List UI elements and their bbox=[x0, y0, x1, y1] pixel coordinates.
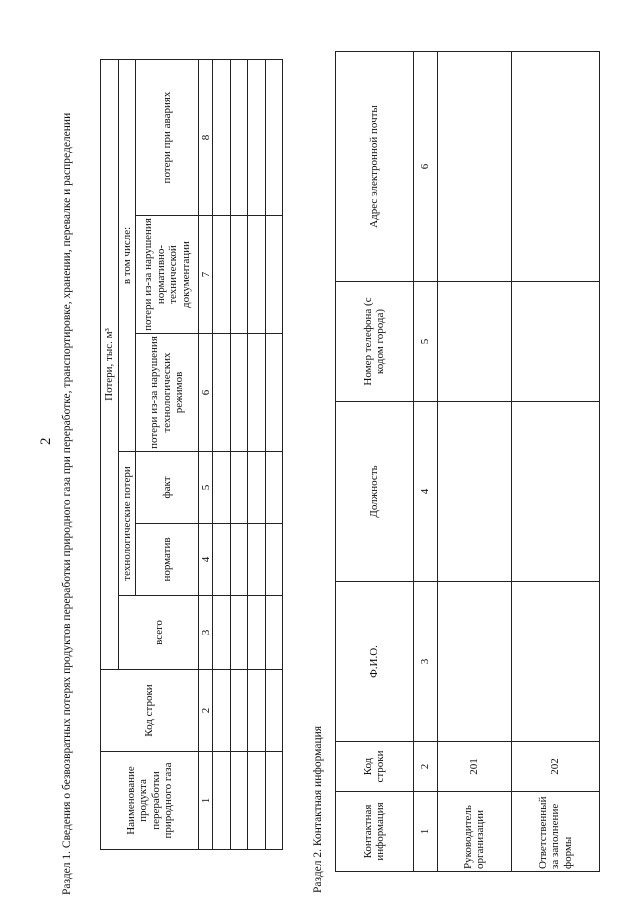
email-cell[interactable] bbox=[511, 52, 599, 282]
table-row bbox=[230, 60, 247, 850]
cell[interactable] bbox=[265, 670, 283, 752]
row-label: Ответственный за заполнение формы bbox=[511, 792, 599, 872]
col-number: 2 bbox=[199, 670, 213, 752]
col-number: 3 bbox=[413, 582, 437, 742]
cell[interactable] bbox=[248, 596, 265, 670]
header-tech: технологические потери bbox=[119, 452, 135, 596]
section2-title: Раздел 2. Контактная информация bbox=[312, 725, 324, 893]
cell[interactable] bbox=[265, 334, 283, 452]
col-number: 6 bbox=[413, 52, 437, 282]
email-cell[interactable] bbox=[437, 52, 511, 282]
contact-table bbox=[335, 51, 600, 872]
position-cell[interactable] bbox=[437, 402, 511, 582]
col-number: 1 bbox=[199, 752, 213, 850]
header-including: в том числе: bbox=[119, 60, 135, 452]
cell[interactable] bbox=[230, 452, 247, 524]
fio-cell[interactable] bbox=[437, 582, 511, 742]
cell[interactable] bbox=[248, 216, 265, 334]
header-phone: Номер телефона (с кодом города) bbox=[336, 282, 414, 402]
header-accidents: потери при авариях bbox=[135, 60, 199, 216]
cell[interactable] bbox=[213, 334, 230, 452]
col-number: 6 bbox=[199, 334, 213, 452]
header-product: Наименование продукта переработки природного газа bbox=[101, 752, 199, 850]
header-code: Код строки bbox=[336, 742, 414, 792]
header-contact: Контактная информация bbox=[336, 792, 414, 872]
page-number: 2 bbox=[38, 437, 54, 445]
table-row bbox=[265, 60, 283, 850]
cell[interactable] bbox=[230, 752, 247, 850]
table-row bbox=[437, 52, 511, 872]
cell[interactable] bbox=[213, 452, 230, 524]
cell[interactable] bbox=[230, 334, 247, 452]
row-code: 202 bbox=[511, 742, 599, 792]
table-row bbox=[213, 60, 230, 850]
cell[interactable] bbox=[265, 452, 283, 524]
fio-cell[interactable] bbox=[511, 582, 599, 742]
col-number: 7 bbox=[199, 216, 213, 334]
row-label: Руководитель организации bbox=[437, 792, 511, 872]
cell[interactable] bbox=[230, 596, 247, 670]
cell[interactable] bbox=[248, 60, 265, 216]
header-regime: потери из-за нарушения технологических режимов bbox=[135, 334, 199, 452]
col-number: 3 bbox=[199, 596, 213, 670]
cell[interactable] bbox=[213, 752, 230, 850]
table-row bbox=[511, 52, 599, 872]
cell[interactable] bbox=[230, 216, 247, 334]
col-number: 5 bbox=[413, 282, 437, 402]
header-total: всего bbox=[119, 596, 199, 670]
cell[interactable] bbox=[265, 752, 283, 850]
header-fact: факт bbox=[135, 452, 199, 524]
section1-title: Раздел 1. Сведения о безвозвратных потерях продуктов переработки природного газа при переработке, транспортировке, хранении, перевалке и распределении bbox=[61, 112, 73, 895]
cell[interactable] bbox=[248, 452, 265, 524]
header-email: Адрес электронной почты bbox=[336, 52, 414, 282]
cell[interactable] bbox=[265, 524, 283, 596]
header-norm: норматив bbox=[135, 524, 199, 596]
cell[interactable] bbox=[248, 670, 265, 752]
cell[interactable] bbox=[265, 216, 283, 334]
header-losses: Потери, тыс. м³ bbox=[101, 60, 119, 670]
col-number: 8 bbox=[199, 60, 213, 216]
cell[interactable] bbox=[213, 596, 230, 670]
table-row bbox=[248, 60, 265, 850]
header-position: Должность bbox=[336, 402, 414, 582]
cell[interactable] bbox=[213, 670, 230, 752]
col-number: 4 bbox=[199, 524, 213, 596]
cell[interactable] bbox=[213, 524, 230, 596]
col-number: 5 bbox=[199, 452, 213, 524]
cell[interactable] bbox=[248, 752, 265, 850]
col-number: 2 bbox=[413, 742, 437, 792]
cell[interactable] bbox=[230, 524, 247, 596]
cell[interactable] bbox=[230, 60, 247, 216]
phone-cell[interactable] bbox=[511, 282, 599, 402]
cell[interactable] bbox=[265, 596, 283, 670]
cell[interactable] bbox=[248, 334, 265, 452]
header-docs: потери из-за нарушения нормативно-технической документации bbox=[135, 216, 199, 334]
col-number: 4 bbox=[413, 402, 437, 582]
position-cell[interactable] bbox=[511, 402, 599, 582]
row-code: 201 bbox=[437, 742, 511, 792]
cell[interactable] bbox=[265, 60, 283, 216]
cell[interactable] bbox=[213, 60, 230, 216]
header-code: Код строки bbox=[101, 670, 199, 752]
phone-cell[interactable] bbox=[437, 282, 511, 402]
cell[interactable] bbox=[230, 670, 247, 752]
header-fio: Ф.И.О. bbox=[336, 582, 414, 742]
cell[interactable] bbox=[213, 216, 230, 334]
col-number: 1 bbox=[413, 792, 437, 872]
cell[interactable] bbox=[248, 524, 265, 596]
losses-table bbox=[100, 59, 283, 850]
